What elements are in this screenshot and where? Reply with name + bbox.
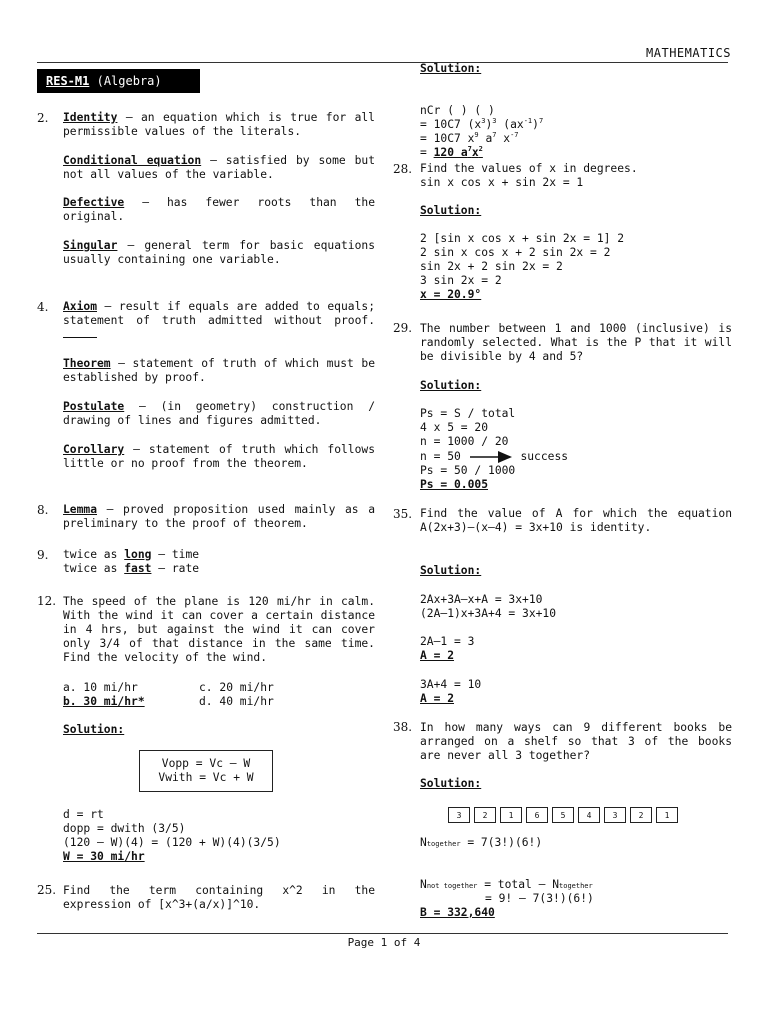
singular-term: Singular — [63, 239, 118, 252]
s38-line1 — [420, 836, 732, 850]
solution-label-38-text: Solution: — [420, 777, 482, 790]
conditional-def — [63, 154, 375, 182]
s38-answer: B = 332,640 — [420, 906, 495, 919]
corollary-term: Corollary — [63, 443, 125, 456]
book-cell: 3 — [448, 807, 470, 823]
s38-answer-row — [420, 906, 732, 920]
defective-term: Defective — [63, 196, 125, 209]
s29-line5: Ps = 50 / 1000 — [420, 464, 516, 477]
defective-text: – has fewer roots than the original. — [63, 196, 375, 223]
corollary-text: – statement of truth which follows little or no proof from the theorem. — [63, 443, 375, 470]
s25-2d: 3 — [492, 117, 497, 126]
s25-3d: 7 — [492, 131, 497, 140]
s35-line2: (2A–1)x+3A+4 = 3x+10 — [420, 607, 557, 620]
s25-line3 — [420, 132, 732, 146]
s29-line4a: n = 50 — [420, 450, 461, 463]
s28-answer-row — [420, 288, 732, 302]
item-number-12: 12. — [37, 594, 57, 608]
formula-box — [139, 750, 273, 792]
item-number-4: 4. — [37, 300, 49, 314]
item-number-29: 29. — [393, 321, 413, 335]
book-cell: 1 — [500, 807, 522, 823]
s29-answer: Ps = 0.005 — [420, 478, 489, 491]
solution-label-29 — [420, 379, 732, 393]
formula-opp: Vopp = Vc – W — [161, 757, 251, 770]
theorem-def — [63, 357, 375, 385]
s25-answer — [420, 146, 732, 160]
section-title — [37, 69, 200, 93]
right-arrow-icon — [468, 451, 514, 463]
s25-3c: a — [478, 132, 493, 145]
question-12: The speed of the plane is 120 mi/hr in calm. With the wind it can cover a certain distance in 4 hrs, but against the wind it can cover only 3/4 of that distance in the same time. Find the velocity of the wind. — [63, 595, 375, 664]
s29-line3: n = 1000 / 20 — [420, 435, 509, 448]
s25-2a: = 10C7 (x — [420, 118, 482, 131]
singular-def — [63, 239, 375, 267]
postulate-term: Postulate — [63, 400, 125, 413]
s25-answer-bold — [434, 146, 483, 159]
s29-line2: 4 x 5 = 20 — [420, 421, 489, 434]
section-code: RES-M1 — [46, 74, 90, 88]
option-a: a. 10 mi/hr — [63, 681, 138, 694]
question-25: Find the term containing x^2 in the expression of [x^3+(a/x)]^10. — [63, 884, 375, 911]
twice-fast-line — [63, 562, 375, 576]
s35-line4: 3A+4 = 10 — [420, 678, 482, 691]
formula-with: Vwith = Vc + W — [158, 771, 254, 784]
s25-4d: x — [471, 146, 479, 159]
s25-2c: ) — [485, 118, 493, 131]
s28-line2: 2 sin x cos x + 2 sin 2x = 2 — [420, 246, 611, 259]
s25-2e: (ax — [496, 118, 524, 131]
solution-label-35 — [420, 564, 732, 578]
solution-label-12-text: Solution: — [63, 723, 125, 736]
solution-label-29-text: Solution: — [420, 379, 482, 392]
twice-fast-a: twice as — [63, 562, 125, 575]
singular-text: – general term for basic equations usually containing one variable. — [63, 239, 375, 266]
option-c: c. 20 mi/hr — [199, 681, 274, 694]
axiom-text: – result if equals are added to equals; statement of truth admitted without proof. — [63, 300, 375, 327]
solution-label-38 — [420, 777, 732, 791]
q12-options-row2 — [63, 695, 375, 709]
s38-1b: together — [426, 840, 461, 848]
twice-long-b: long — [124, 548, 152, 561]
s38-line2 — [420, 878, 732, 892]
book-cell: 2 — [474, 807, 496, 823]
question-35: Find the value of A for which the equation A(2x+3)–(x–4) = 3x+10 is identity. — [420, 507, 732, 534]
s28-line1: 2 [sin x cos x + sin 2x = 1] 2 — [420, 232, 625, 245]
s38-1c: = 7(3!)(6!) — [460, 836, 543, 849]
s35-line3: 2A–1 = 3 — [420, 635, 475, 648]
question-38: In how many ways can 9 different books be arranged on a shelf so that 3 of the books are never all 3 together? — [420, 721, 732, 762]
item-number-38: 38. — [393, 720, 413, 734]
book-cell: 2 — [630, 807, 652, 823]
solution-label-12 — [63, 723, 375, 737]
s25-2f: -1 — [523, 117, 533, 126]
postulate-def — [63, 400, 375, 428]
defective-def — [63, 196, 375, 224]
s35-answer2: A = 2 — [420, 692, 455, 705]
axiom-blank — [63, 337, 97, 338]
bottom-rule — [37, 933, 728, 934]
page-number: Page 1 of 4 — [347, 936, 421, 949]
solution-label-25-text: Solution: — [420, 62, 482, 75]
s29-answer-row — [420, 478, 732, 492]
s38-2c: = total – N — [477, 878, 560, 891]
s38-2d: together — [559, 882, 593, 890]
lemma-text: – proved proposition used mainly as a preliminary to the proof of theorem. — [63, 503, 375, 530]
option-b: b. 30 mi/hr* — [63, 695, 145, 708]
identity-text: – an equation which is true for all permissible values of the literals. — [63, 111, 375, 138]
s12-line3: (120 – W)(4) = (120 + W)(4)(3/5) — [63, 836, 281, 849]
s12-answer-row — [63, 850, 375, 864]
book-cell: 6 — [526, 807, 548, 823]
twice-long-c: – time — [151, 548, 200, 561]
s25-4e: 2 — [478, 145, 483, 154]
s12-line2: dopp = dwith (3/5) — [63, 822, 186, 835]
s12-line1: d = rt — [63, 808, 104, 821]
twice-fast-b: fast — [124, 562, 152, 575]
s38-1a: N — [420, 836, 427, 849]
twice-fast-c: – rate — [151, 562, 200, 575]
s35-answer2-row — [420, 692, 732, 706]
s38-2b: not together — [426, 882, 478, 890]
solution-label-28 — [420, 204, 732, 218]
section-topic: (Algebra) — [96, 74, 162, 88]
s12-answer: W = 30 mi/hr — [63, 850, 145, 863]
postulate-text: – (in geometry) construction / drawing of lines and figures admitted. — [63, 400, 375, 427]
book-cell: 1 — [656, 807, 678, 823]
axiom-def — [63, 300, 375, 342]
twice-long-line — [63, 548, 375, 562]
s25-3e: x — [496, 132, 511, 145]
s38-2a: N — [420, 878, 427, 891]
identity-def — [63, 111, 375, 139]
s25-line1: nCr ( ) ( ) — [420, 104, 495, 117]
subject-header: MATHEMATICS — [646, 46, 731, 60]
theorem-text: – statement of truth of which must be established by proof. — [63, 357, 375, 384]
s28-answer: x = 20.9° — [420, 288, 482, 301]
s28-line3: sin 2x + 2 sin 2x = 2 — [420, 260, 563, 273]
s25-2h: 7 — [538, 117, 544, 126]
s25-line2 — [420, 118, 732, 132]
s25-2b: 3 — [481, 117, 486, 126]
book-cell: 4 — [578, 807, 600, 823]
solution-label-25 — [420, 62, 732, 76]
corollary-def — [63, 443, 375, 471]
s29-line1: Ps = S / total — [420, 407, 516, 420]
item-number-25: 25. — [37, 883, 57, 897]
item-number-8: 8. — [37, 503, 49, 517]
q12-options-row1 — [63, 681, 375, 695]
identity-term: Identity — [63, 111, 118, 124]
s25-4c: 7 — [467, 145, 472, 154]
s25-4a: = — [420, 146, 434, 159]
s38-line3: = 9! – 7(3!)(6!) — [485, 892, 594, 905]
question-29: The number between 1 and 1000 (inclusive) is randomly selected. What is the P that it will be divisible by 4 and 5? — [420, 322, 732, 363]
s25-3b: 9 — [474, 131, 479, 140]
solution-label-35-text: Solution: — [420, 564, 482, 577]
lemma-def — [63, 503, 375, 531]
book-cell: 3 — [604, 807, 626, 823]
s28-line4: 3 sin 2x = 2 — [420, 274, 502, 287]
s35-answer1-row — [420, 649, 732, 663]
item-number-28: 28. — [393, 162, 413, 176]
s29-line4 — [420, 450, 732, 464]
s25-3f: -7 — [510, 131, 519, 140]
q28-line2: sin x cos x + sin 2x = 1 — [420, 176, 584, 189]
item-number-35: 35. — [393, 507, 413, 521]
item-number-9: 9. — [37, 548, 49, 562]
option-d: d. 40 mi/hr — [199, 695, 274, 708]
book-cell: 5 — [552, 807, 574, 823]
s25-3a: = 10C7 x — [420, 132, 475, 145]
book-cells — [448, 807, 682, 823]
s35-answer1: A = 2 — [420, 649, 455, 662]
conditional-term: Conditional equation — [63, 154, 202, 167]
twice-long-a: twice as — [63, 548, 125, 561]
axiom-term: Axiom — [63, 300, 98, 313]
solution-label-28-text: Solution: — [420, 204, 482, 217]
s35-line1: 2Ax+3A–x+A = 3x+10 — [420, 593, 543, 606]
item-number-2: 2. — [37, 111, 49, 125]
lemma-term: Lemma — [63, 503, 98, 516]
s25-4b: 120 a — [433, 146, 468, 159]
q28-line1: Find the values of x in degrees. — [420, 162, 638, 175]
s25-2g: ) — [532, 118, 539, 131]
conditional-text: – satisfied by some but not all values of the variable. — [63, 154, 375, 181]
s29-line4b: success — [520, 450, 569, 463]
theorem-term: Theorem — [63, 357, 111, 370]
